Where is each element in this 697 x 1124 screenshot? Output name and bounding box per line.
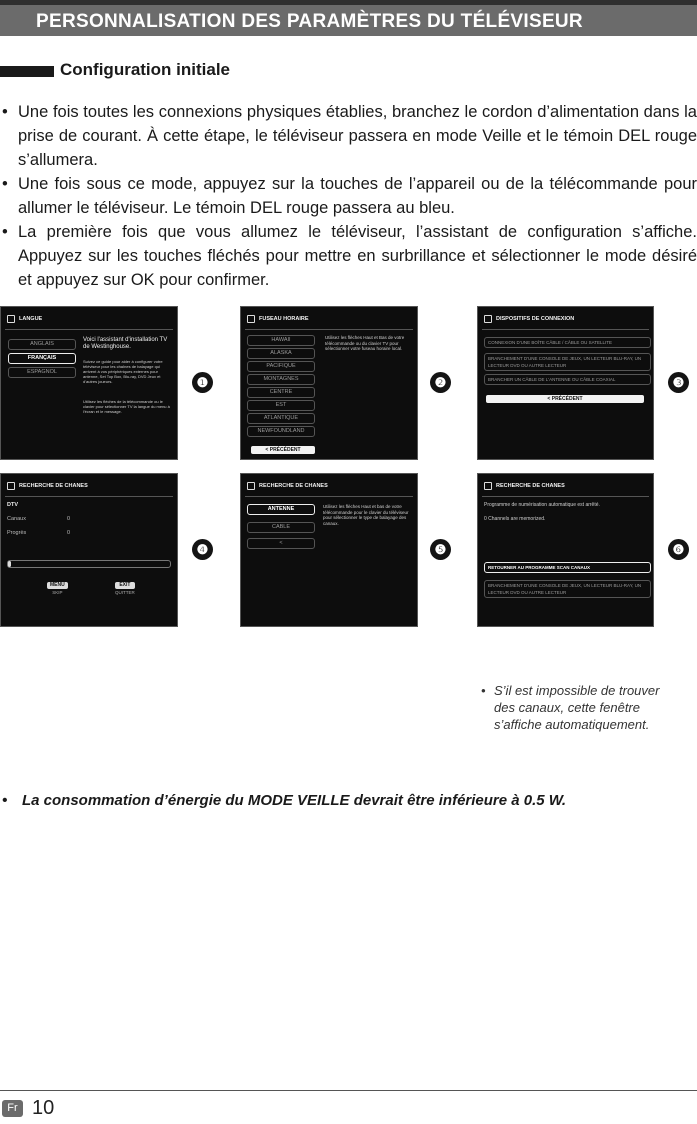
screen-option: CENTRE xyxy=(247,387,315,398)
footer-divider xyxy=(0,1090,697,1091)
back-button: < PRÉCÉDENT xyxy=(486,395,644,403)
header-top-line xyxy=(0,0,697,5)
screen-option: PACIFIQUE xyxy=(247,361,315,372)
screen-header xyxy=(484,315,574,323)
screen-option-selected: ANTENNE xyxy=(247,504,315,515)
scan-row-label: Canaux xyxy=(7,516,26,522)
screen-option: BRANCHEMENT D'UNE CONSOLE DE JEUX, UN LECTEUR BLU-RAY, UN LECTEUR DVD OU AUTRE LECTEUR xyxy=(484,353,651,371)
screen-square-icon xyxy=(484,315,492,323)
instruction-item xyxy=(0,172,697,220)
screen-title: RECHERCHE DE CHANES xyxy=(259,483,328,489)
screen-option: ANGLAIS xyxy=(8,339,76,350)
section-title: Configuration initiale xyxy=(60,60,230,79)
screen-option: HAWAII xyxy=(247,335,315,346)
back-label: PRÉCÉDENT xyxy=(269,447,301,453)
screen-option: NEWFOUNDLAND xyxy=(247,426,315,437)
screen-option: ESPAGNOL xyxy=(8,367,76,378)
screenshot-channel-search-type xyxy=(240,473,418,627)
screen-option: ALASKA xyxy=(247,348,315,359)
energy-note-text: La consommation d’énergie du MODE VEILLE devrait être inférieure à 0.5 W. xyxy=(22,792,567,809)
screen-option: MONTAGNES xyxy=(247,374,315,385)
screenshot-channel-search-progress xyxy=(0,473,178,627)
screen-header xyxy=(247,315,309,323)
screen-square-icon xyxy=(247,315,255,323)
screen-title: DISPOSITIFS DE CONNEXION xyxy=(496,316,575,322)
screen-option: BRANCHER UN CÂBLE DE L'ANTENNE OU CÂBLE COAXIAL xyxy=(484,374,651,385)
scan-heading: DTV xyxy=(7,502,18,508)
menu-skip-button xyxy=(47,582,68,595)
screen-description: Utilisez les flèches Haut et Bas de votre télécommande ou du clavier TV pour sélectionner votre fuseau horaire local. xyxy=(325,335,405,351)
back-button: < xyxy=(247,538,315,549)
screen-description: Voici l'assistant d'installation TV de Westinghouse. xyxy=(83,337,168,350)
no-channels-note xyxy=(481,682,681,733)
screen-description: Utilisez les flèches Haut et bas de votre télécommande pour le clavier du téléviseur pour sélectionner le type de balayage des canaux. xyxy=(323,504,409,526)
step-number-6: ❻ xyxy=(668,539,689,560)
screen-square-icon xyxy=(484,482,492,490)
screenshot-language xyxy=(0,306,178,460)
screen-divider xyxy=(482,329,649,330)
screenshot-channel-search-result xyxy=(477,473,654,627)
screen-divider xyxy=(245,329,413,330)
screen-header xyxy=(7,482,88,490)
screen-divider xyxy=(482,496,649,497)
menu-key: MENU xyxy=(47,582,68,589)
back-button: < PRÉCÉDENT xyxy=(251,446,315,454)
scan-row-label: Progrès xyxy=(7,530,27,536)
instruction-item xyxy=(0,100,697,172)
scan-progress-bar xyxy=(7,560,171,568)
screen-square-icon xyxy=(7,315,15,323)
screen-option: CONNEXION D'UNE BOÎTE CÂBLE / CÂBLE OU SATELLITE xyxy=(484,337,651,348)
screenshot-time-zone xyxy=(240,306,418,460)
language-badge: Fr xyxy=(2,1100,23,1117)
scan-row-value: 0 xyxy=(67,530,71,536)
bullet-dot: • xyxy=(2,103,8,121)
instruction-text: La première fois que vous allumez le téléviseur, l’assistant de configuration s’affiche. Appuyez sur les touches fléchés pour mettre en surbrillance et sélectionner le mode désiré et appuyez sur OK pour confirmer. xyxy=(18,223,697,289)
screen-title: FUSEAU HORAIRE xyxy=(259,316,309,322)
screen-option: ATLANTIQUE xyxy=(247,413,315,424)
screen-header xyxy=(7,315,42,323)
screen-header xyxy=(484,482,565,490)
step-number-3: ❸ xyxy=(668,372,689,393)
scan-progress-fill xyxy=(8,561,11,567)
screen-header xyxy=(247,482,328,490)
energy-bullet: • xyxy=(2,792,8,809)
bullet-dot: • xyxy=(2,223,8,241)
screen-divider xyxy=(5,496,173,497)
screen-title: RECHERCHE DE CHANES xyxy=(19,483,88,489)
screen-option-selected: FRANÇAIS xyxy=(8,353,76,364)
menu-key-caption: SKIP xyxy=(52,590,63,595)
screen-title: RECHERCHE DE CHANES xyxy=(496,483,565,489)
scan-status-line: 0 Channels are memorized. xyxy=(484,516,546,522)
screen-square-icon xyxy=(247,482,255,490)
screen-description: Suivez ce guide pour aider à configurer votre téléviseur pour les chaînes de balayage qui arrivent à vos périphériques externes pour antenne, Set Top Box, Blu-ray, DVD Jeux et d'autres joueurs. xyxy=(83,359,163,384)
screen-square-icon xyxy=(7,482,15,490)
section-marker xyxy=(0,66,54,77)
screen-description: Utilisez les flèches de la télécommande ou le clavier pour sélectionner TV la langue du menu à l'écran et le message. xyxy=(83,399,170,414)
step-number-4: ❹ xyxy=(192,539,213,560)
instruction-text: Une fois sous ce mode, appuyez sur la touches de l’appareil ou de la télécommande pour allumer le téléviseur. Le témoin DEL rouge passera au bleu. xyxy=(18,175,697,217)
scan-status-line: Programme de numérisation automatique est arrêté. xyxy=(484,502,600,508)
screen-divider xyxy=(5,329,173,330)
page-title: PERSONNALISATION DES PARAMÈTRES DU TÉLÉVISEUR xyxy=(36,11,583,32)
step-number-2: ❷ xyxy=(430,372,451,393)
screen-option: EST xyxy=(247,400,315,411)
step-number-5: ❺ xyxy=(430,539,451,560)
exit-key: EXIT xyxy=(115,582,135,589)
screen-divider xyxy=(245,496,413,497)
screen-option: BRANCHEMENT D'UNE CONSOLE DE JEUX, UN LECTEUR BLU-RAY, UN LECTEUR DVD OU AUTRE LECTEUR xyxy=(484,580,651,598)
instruction-list xyxy=(0,100,697,292)
screen-option: CABLE xyxy=(247,522,315,533)
page-number: 10 xyxy=(32,1097,55,1119)
instruction-text: Une fois toutes les connexions physiques établies, branchez le cordon d’alimentation dans la prise de courant. À cette étape, le téléviseur passera en mode Veille et le témoin DEL rouge s’allumera. xyxy=(18,103,697,169)
back-label: PRÉCÉDENT xyxy=(551,396,583,402)
screenshot-connection-devices xyxy=(477,306,654,460)
exit-key-caption: QUITTER xyxy=(115,590,135,595)
energy-note xyxy=(0,792,697,809)
header-bar xyxy=(0,0,697,36)
screen-title: LANGUE xyxy=(19,316,43,322)
bullet-dot: • xyxy=(2,175,8,193)
note-text: S’il est impossible de trouver des canaux, cette fenêtre s’affiche automatiquement. xyxy=(494,683,660,732)
step-number-1: ❶ xyxy=(192,372,213,393)
screen-option-selected: RETOURNER AU PROGRAMME SCAN CANAUX xyxy=(484,562,651,573)
note-bullet: • xyxy=(481,683,486,698)
instruction-item xyxy=(0,220,697,292)
scan-row-value: 0 xyxy=(67,516,71,522)
exit-button xyxy=(115,582,135,595)
